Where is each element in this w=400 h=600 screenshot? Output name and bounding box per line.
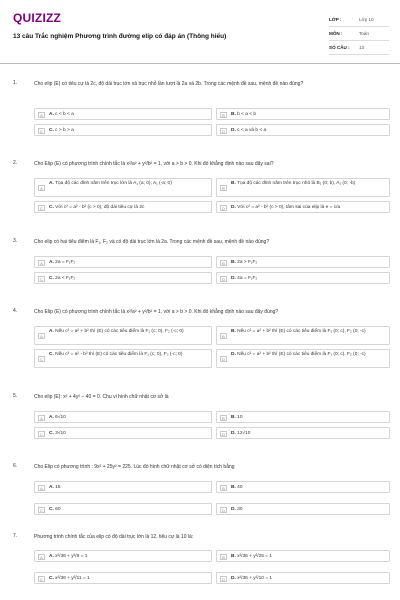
option-text: 40 [237,485,243,490]
option-text: 2a > F₁F₂ [237,260,258,265]
option-label: B. [231,485,236,490]
option-label: A. [49,112,54,117]
worksheet-title: 13 câu Trắc nghiệm Phương trình đường elip có đáp án (Thông hiểu) [13,33,227,40]
question-text: Cho Elip (E) có phương trình chính tắc là x²/a² + y²/b² = 1, với a > b > 0. Khi đó khẳng định nào sau đây đúng? [34,309,279,315]
option-label: C. [49,431,54,436]
option-label: A. [49,181,54,186]
option-d[interactable] [216,272,390,284]
question-text: Cho elip có hai tiêu điểm là F₁, F₂ và có độ dài trục lớn là 2a. Trong các mệnh đề sau, mệnh đề nào đúng? [34,239,270,245]
option-label: C. [49,276,54,281]
option-d[interactable] [216,427,390,439]
option-a[interactable] [34,550,212,562]
option-letter: D [220,431,227,437]
option-label: D. [231,576,236,581]
option-text: 15 [55,485,61,490]
option-text: 2a < F₁F₂ [55,276,76,281]
option-label: A. [49,415,54,420]
option-c[interactable] [34,572,212,584]
option-label: B. [231,260,236,265]
option-text: b < a < b [237,112,257,117]
option-label: D. [231,128,236,133]
worksheet-header [0,0,400,64]
option-letter: C [38,128,45,134]
option-label: C. [49,205,54,210]
option-letter: C [38,431,45,437]
option-letter: D [220,128,227,134]
option-text: Nếu c² = a² + b² thì (E) có các tiêu điểm là F₁ (0; c), F₂ (0; -c) [237,329,366,334]
question-number: 2. [13,160,18,166]
option-letter: B [220,112,227,118]
header-divider [0,63,400,64]
option-letter: C [38,276,45,282]
meta-key: MÔN : [329,31,343,36]
meta-key: LỚP : [329,17,342,22]
option-d[interactable] [216,201,390,213]
option-c[interactable] [34,124,212,136]
meta-row-count [329,41,389,55]
option-b[interactable] [216,411,390,423]
option-d[interactable] [216,349,390,368]
option-a[interactable] [34,108,212,120]
option-label: A. [49,329,54,334]
question-text: Cho Elip (E) có phương trình chính tắc là x²/a² + y²/b² = 1, với a > b > 0. Khi đó khẳng định nào sau đây sai? [34,161,274,167]
option-text: 30 [237,507,243,512]
option-text: c < b < a [55,112,74,117]
option-label: D. [231,431,236,436]
option-text: x²/36 + y²/9 = 1 [55,554,88,559]
option-letter: A [38,554,45,560]
option-letter: D [220,205,227,211]
option-text: Nếu c² = a² - b² thì (E) có các tiêu điểm là F₁ (c; 0), F₂ (-c; 0) [55,352,183,357]
question-number: 5. [13,393,18,399]
option-text: Tọa độ các đỉnh nằm trên trục lớn là A₁ (a; 0), A₁ (-a; 0) [55,181,172,186]
option-a[interactable] [34,481,212,493]
option-label: A. [49,260,54,265]
option-letter: A [38,415,45,421]
option-letter: C [38,576,45,582]
option-d[interactable] [216,124,390,136]
option-text: 6√10 [55,415,66,420]
option-label: B. [231,329,236,334]
option-text: x²/36 + y²/11 = 1 [55,576,90,581]
question-text: Cho elip (E) có tiêu cự là 2c, độ dài trục lớn và trục nhỏ lần lượt là 2a và 2b. Trong các mệnh đề sau, mệnh đề nào đúng? [34,81,304,87]
question-number: 6. [13,463,18,469]
option-text: 3√10 [55,431,66,436]
option-letter: A [38,260,45,266]
meta-value: 13 [359,45,365,50]
option-b[interactable] [216,178,390,197]
option-b[interactable] [216,481,390,493]
option-letter: D [220,276,227,282]
question-number: 3. [13,238,18,244]
option-letter: B [220,485,227,491]
option-c[interactable] [34,272,212,284]
option-label: C. [49,128,54,133]
option-letter: D [220,576,227,582]
option-text: x²/36 + y²/10 = 1 [237,576,273,581]
worksheet-meta [329,13,389,55]
option-letter: A [38,185,45,191]
option-label: B. [231,181,236,186]
option-text: c > b > a [55,128,74,133]
option-label: C. [49,576,54,581]
option-c[interactable] [34,349,212,368]
question-text: Cho Elip có phương trình : 9x² + 25y² = 225. Lúc đó hình chữ nhật cơ sở có diện tích bằng [34,464,235,470]
question-number: 7. [13,533,18,539]
option-d[interactable] [216,503,390,515]
option-a[interactable] [34,326,212,345]
option-label: D. [231,352,236,357]
question-number: 4. [13,308,18,314]
option-c[interactable] [34,503,212,515]
option-label: D. [231,205,236,210]
option-label: C. [49,507,54,512]
quizizz-logo: QUIZIZZ [13,11,62,25]
option-c[interactable] [34,201,212,213]
meta-value: Lớp 10 [359,17,374,22]
option-text: Nếu c² = a² + b² thì (E) có các tiêu điểm là F₁ (c; 0), F₂ (-c; 0) [55,329,184,334]
option-d[interactable] [216,572,390,584]
option-text: 2a = F₁F₂ [55,260,76,265]
option-label: B. [231,112,236,117]
option-text: Tọa độ các đỉnh nằm trên trục nhỏ là B₁ (0; b), A₁ (0; -b) [237,181,356,186]
question-text: Phương trình chính tắc của elip có độ dài trục lớn là 12, tiêu cự là 10 là: [34,534,194,540]
option-letter: B [220,415,227,421]
question-number: 1. [13,80,18,86]
option-text: Với c² = a² - b² (c > 0), độ dài tiêu cự là 2c [55,205,145,210]
option-label: C. [49,352,54,357]
option-letter: C [38,205,45,211]
option-letter: A [38,333,45,339]
option-label: D. [231,276,236,281]
option-text: c < a và b < a [237,128,267,133]
option-letter: A [38,112,45,118]
option-label: B. [231,554,236,559]
meta-value: Toán [359,31,369,36]
question-text: Cho elip (E): x² + 4y² − 40 = 0. Chu vi hình chữ nhật cơ sở là [34,394,169,400]
option-letter: C [38,356,45,362]
option-letter: B [220,333,227,339]
option-letter: C [38,507,45,513]
option-a[interactable] [34,256,212,268]
option-a[interactable] [34,411,212,423]
option-label: A. [49,485,54,490]
option-text: 4a = F₁F₂ [237,276,258,281]
option-label: B. [231,415,236,420]
option-text: x²/36 + y²/25 = 1 [237,554,273,559]
option-letter: B [220,554,227,560]
option-letter: D [220,507,227,513]
option-b[interactable] [216,108,390,120]
option-b[interactable] [216,256,390,268]
option-text: Với c² = a² - b² (c > 0), tâm sai của elip là e = c/a [237,205,341,210]
option-text: 10 [237,415,243,420]
option-letter: D [220,356,227,362]
option-label: A. [49,554,54,559]
meta-key: SỐ CÂU : [329,45,350,50]
option-letter: B [220,185,227,191]
option-letter: B [220,260,227,266]
option-text: 12√10 [237,431,251,436]
option-label: D. [231,507,236,512]
option-text: Nếu c² = a² + b² thì (E) có các tiêu điểm là F₁ (0; c), F₂ (0; -c) [237,352,366,357]
option-text: 60 [55,507,61,512]
meta-row-class [329,13,389,27]
option-b[interactable] [216,550,390,562]
option-a[interactable] [34,178,212,197]
option-letter: A [38,485,45,491]
option-b[interactable] [216,326,390,345]
option-c[interactable] [34,427,212,439]
meta-row-subject [329,27,389,41]
